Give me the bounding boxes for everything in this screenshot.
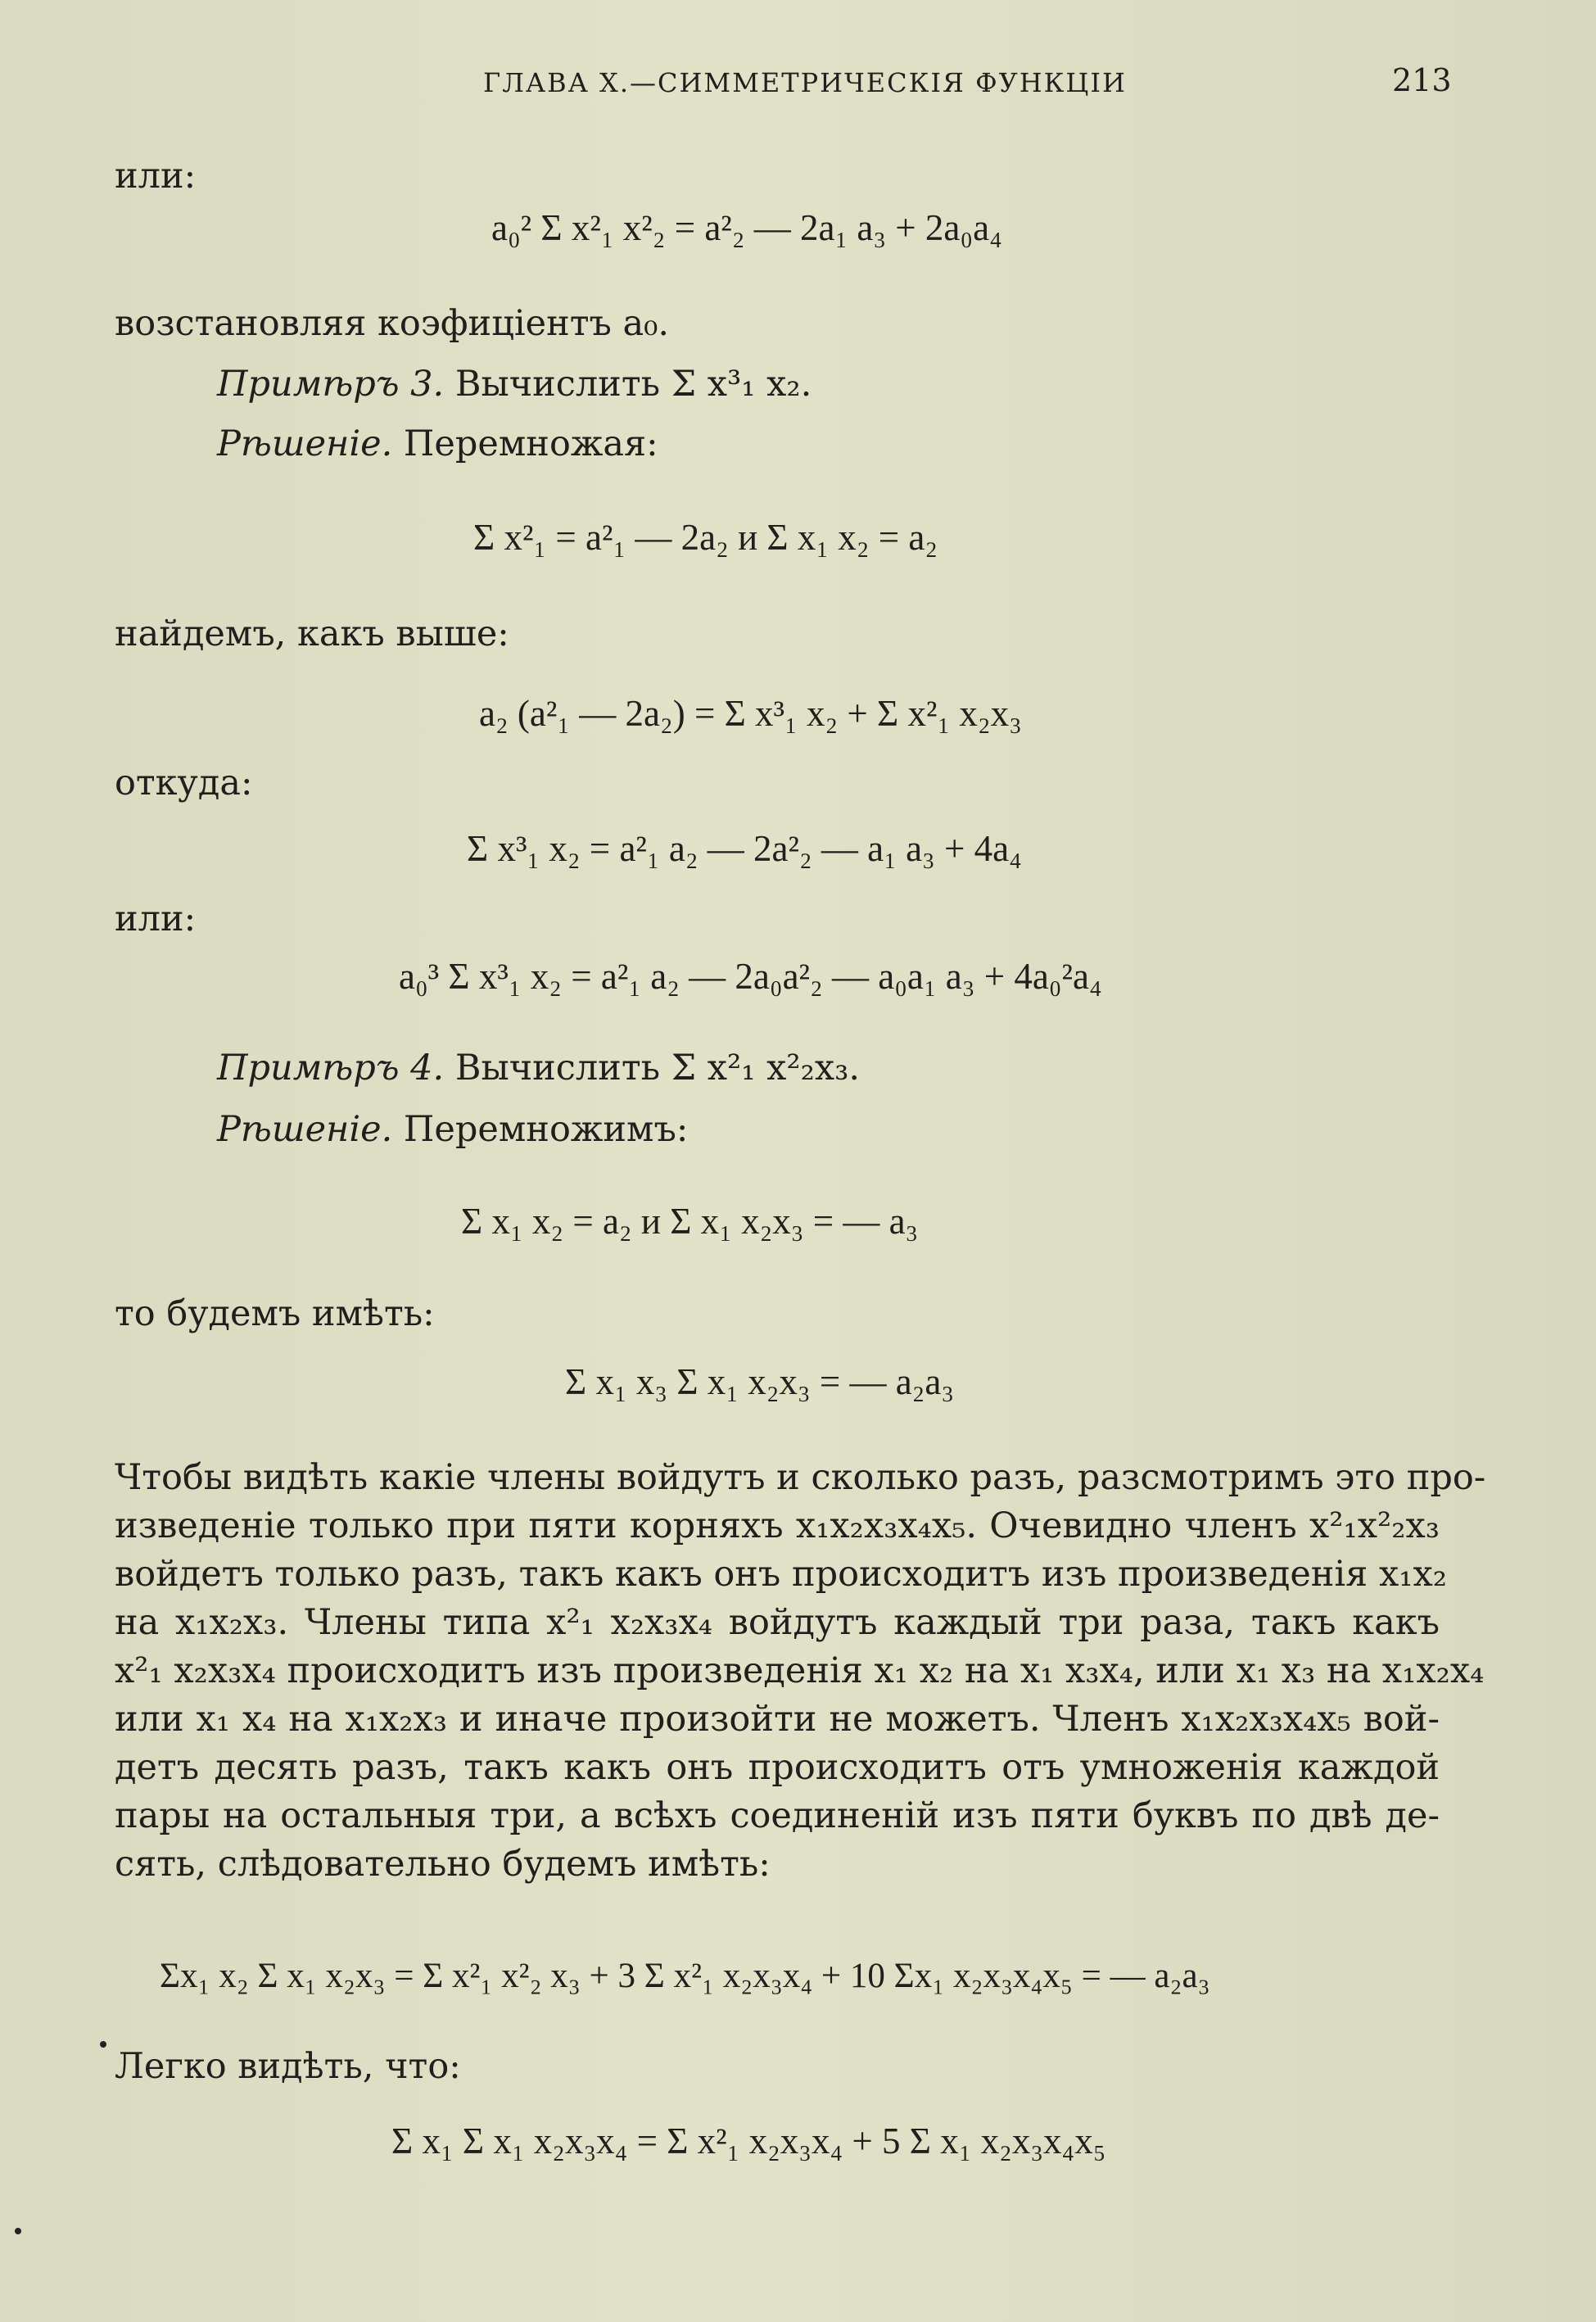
- equation-2: Σ x²₁ = a²₁ — 2a₂ и Σ x₁ x₂ = a₂: [473, 517, 938, 558]
- solution-3-line: [217, 420, 658, 468]
- equation-4: Σ x³₁ x₂ = a²₁ a₂ — 2a²₂ — a₁ a₃ + 4a₄: [467, 828, 1022, 869]
- equation-1: a₀² Σ x²₁ x²₂ = a²₂ — 2a₁ a₃ + 2a₀a₄: [491, 207, 1002, 248]
- explanation-paragraph: [115, 1454, 1486, 1889]
- text-line-restore: возстановляя коэфиціентъ a₀.: [115, 303, 670, 344]
- equation-5: a₀³ Σ x³₁ x₂ = a²₁ a₂ — 2a₀a²₂ — a₀a₁ a₃ + 4a₀²a₄: [399, 956, 1102, 997]
- example-4-label: Примѣръ 4.: [217, 1048, 445, 1089]
- example-4-text: Вычислить Σ x²₁ x²₂x₃.: [454, 1048, 861, 1089]
- solution-3-label: Рѣшеніе.: [217, 423, 393, 464]
- solution-3-text: Перемножая:: [403, 423, 658, 464]
- text-line-easy: Легко видѣть, что:: [115, 2046, 461, 2087]
- text-line-ili-2: или:: [115, 898, 197, 939]
- running-header: ГЛАВА X.—СИММЕТРИЧЕСКІЯ ФУНКЦІИ: [483, 67, 1127, 98]
- solution-4-line: [217, 1106, 688, 1153]
- equation-9: Σ x₁ Σ x₁ x₂x₃x₄ = Σ x²₁ x₂x₃x₄ + 5 Σ x₁ x₂x₃x₄x₅: [391, 2121, 1106, 2161]
- solution-4-label: Рѣшеніе.: [217, 1109, 393, 1150]
- paragraph-line: x²₁ x₂x₃x₄ происходитъ изъ произведенія x₁ x₂ на x₁ x₃x₄, или x₁ x₃ на x₁x₂x₄: [115, 1650, 1485, 1691]
- paragraph-line: на x₁x₂x₃. Члены типа x²₁ x₂x₃x₄ войдутъ каждый три раза, такъ какъ: [115, 1602, 1440, 1643]
- equation-7: Σ x₁ x₃ Σ x₁ x₂x₃ = — a₂a₃: [565, 1361, 955, 1402]
- text-line-ili-1: или:: [115, 156, 197, 197]
- equation-8: Σx₁ x₂ Σ x₁ x₂x₃ = Σ x²₁ x²₂ x₃ + 3 Σ x²₁ x₂x₃x₄ + 10 Σx₁ x₂x₃x₄x₅ = — a₂a₃: [160, 1957, 1210, 1995]
- page-number: 213: [1392, 62, 1452, 98]
- text-line-then: то будемъ имѣть:: [115, 1293, 435, 1334]
- example-3-text: Вычислить Σ x³₁ x₂.: [454, 364, 812, 405]
- solution-4-text: Перемножимъ:: [403, 1109, 689, 1150]
- paragraph-line: сять, слѣдовательно будемъ имѣть:: [115, 1844, 771, 1885]
- text-line-whence: откуда:: [115, 763, 253, 803]
- paragraph-line: пары на остальныя три, а всѣхъ соединеній изъ пяти буквъ по двѣ де-: [115, 1795, 1440, 1836]
- paragraph-line: Чтобы видѣть какіе члены войдутъ и сколько разъ, разсмотримъ это про-: [115, 1457, 1486, 1498]
- paragraph-line: войдетъ только разъ, такъ какъ онъ происходитъ изъ произведенія x₁x₂: [115, 1554, 1447, 1595]
- equation-3: a₂ (a²₁ — 2a₂) = Σ x³₁ x₂ + Σ x²₁ x₂x₃: [479, 693, 1022, 734]
- example-3-line: [217, 360, 812, 408]
- paragraph-line: или x₁ x₄ на x₁x₂x₃ и иначе произойти не можетъ. Членъ x₁x₂x₃x₄x₅ вой-: [115, 1699, 1440, 1740]
- example-4-line: [217, 1044, 860, 1092]
- ink-speck: [100, 2041, 106, 2048]
- text-line-find: найдемъ, какъ выше:: [115, 613, 509, 654]
- paragraph-line: изведеніе только при пяти корняхъ x₁x₂x₃x₄x₅. Очевидно членъ x²₁x²₂x₃: [115, 1505, 1440, 1546]
- paragraph-line: детъ десять разъ, такъ какъ онъ происходитъ отъ умноженія каждой: [115, 1747, 1440, 1788]
- example-3-label: Примѣръ 3.: [217, 364, 445, 405]
- equation-6: Σ x₁ x₂ = a₂ и Σ x₁ x₂x₃ = — a₃: [461, 1201, 919, 1242]
- ink-speck: [15, 2228, 21, 2234]
